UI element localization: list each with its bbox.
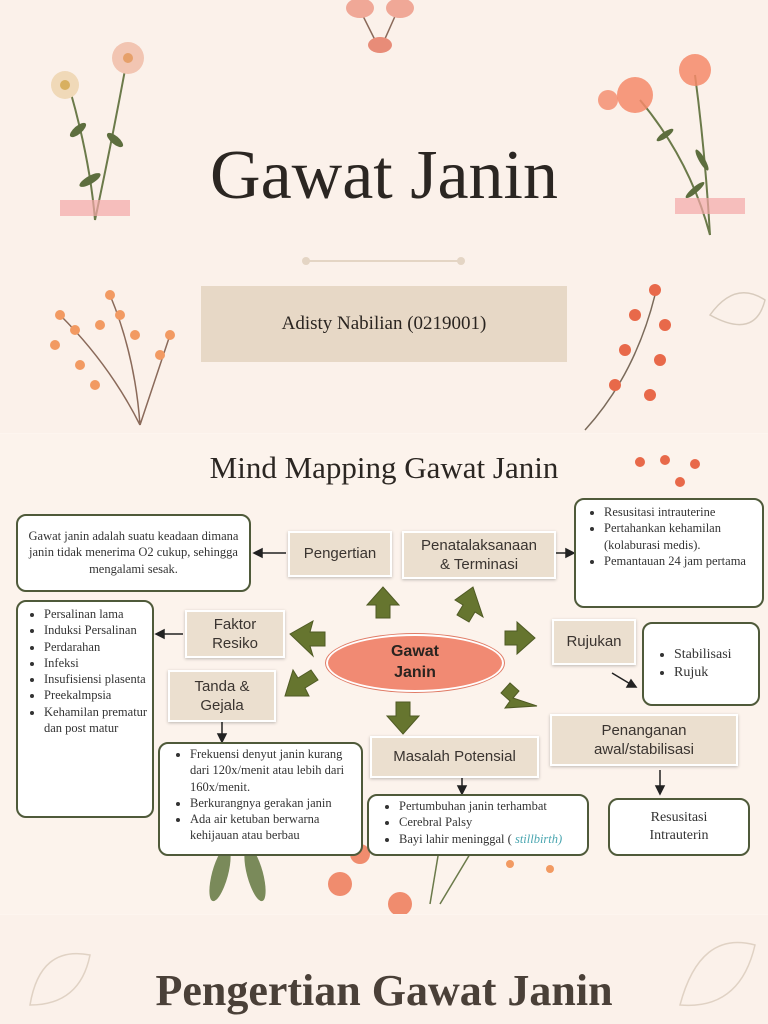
flower-illustration-top-center	[320, 0, 440, 60]
node-penanganan-label: Penanganan awal/stabilisasi	[593, 721, 695, 758]
list-item: • Pertahankan kehamilan (kolaburasi medis).	[604, 520, 758, 553]
list-item: • Pertumbuhan janin terhambat	[399, 798, 583, 814]
node-pengertian-label: Pengertian	[303, 545, 377, 563]
list-item: • Stabilisasi	[674, 646, 754, 664]
list-item: • Persalinan lama	[44, 606, 150, 622]
node-penanganan	[550, 714, 738, 766]
title-slide	[0, 0, 768, 433]
section-title: Pengertian Gawat Janin	[155, 966, 613, 1015]
list-item: • Cerebral Palsy	[399, 814, 583, 830]
list-item: • Resusitasi intrauterine	[604, 504, 758, 520]
flower-illustration-mid-right	[575, 275, 685, 433]
list-item: • Rujuk	[674, 664, 754, 682]
flower-illustration-mid-left	[40, 275, 190, 430]
list-item: • Preekalmpsia	[44, 687, 150, 703]
penanganan-result-box	[608, 798, 750, 856]
title-divider	[306, 260, 461, 262]
node-faktor-label: Faktor Resiko	[212, 615, 258, 652]
list-item: • Infeksi	[44, 655, 150, 671]
faktor-list-box	[16, 600, 154, 818]
stillbirth-term: stillbirth)	[514, 831, 563, 846]
section-slide	[0, 915, 768, 1024]
list-item: • Insufisiensi plasenta	[44, 671, 150, 687]
list-item: • Berkurangnya gerakan janin	[190, 795, 357, 811]
rujukan-list-box	[642, 622, 760, 706]
list-item: • Ada air ketuban berwarna kehijauan atau berbau	[190, 811, 357, 844]
node-rujukan	[552, 619, 636, 665]
list-item: • Frekuensi denyut janin kurang dari 120x/menit atau lebih dari 160x/menit.	[190, 746, 357, 795]
masalah-list-box	[367, 794, 589, 856]
node-tanda-gejala	[168, 670, 276, 722]
list-item-text: Bayi lahir meninggal (	[399, 831, 515, 846]
penatalaksanaan-list-box	[574, 498, 764, 608]
mind-map-slide	[0, 434, 768, 914]
definition-box	[16, 514, 251, 592]
leaf-outline-decoration	[705, 280, 768, 350]
center-node-label: Gawat Janin	[390, 643, 439, 681]
node-penatalaksanaan	[402, 531, 556, 579]
list-item: • Pemantauan 24 jam pertama	[604, 553, 758, 569]
node-pengertian	[288, 531, 392, 577]
node-penatalaksanaan-label: Penatalaksanaan & Terminasi	[421, 536, 537, 573]
list-item: • Induksi Persalinan	[44, 622, 150, 638]
node-masalah-label: Masalah Potensial	[393, 748, 516, 766]
node-rujukan-label: Rujukan	[566, 633, 622, 651]
node-masalah-potensial	[370, 736, 539, 778]
penanganan-result-text: Resusitasi Intrauterin	[649, 809, 709, 843]
mind-map-title: Mind Mapping Gawat Janin	[209, 450, 559, 485]
presentation-title: Gawat Janin	[210, 137, 558, 214]
list-item: • Perdarahan	[44, 639, 150, 655]
list-item	[399, 831, 583, 847]
author-name: Adisty Nabilian (0219001)	[281, 313, 487, 334]
definition-text: Gawat janin adalah suatu keadaan dimana janin tidak menerima O2 cukup, sehingga mengalami sesak.	[28, 529, 239, 576]
author-box	[201, 286, 567, 362]
node-faktor-resiko	[185, 610, 285, 658]
tanda-list-box	[158, 742, 363, 856]
center-node-gawat-janin	[326, 634, 504, 692]
node-tanda-label: Tanda & Gejala	[194, 677, 250, 714]
list-item: • Kehamilan prematur dan post matur	[44, 704, 150, 737]
